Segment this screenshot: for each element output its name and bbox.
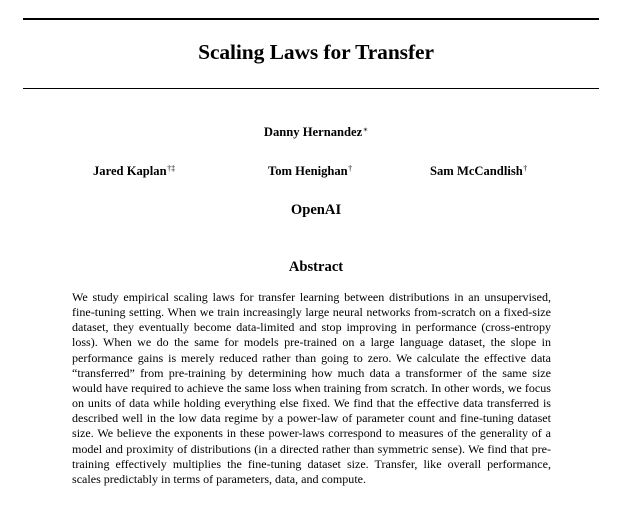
abstract-body: We study empirical scaling laws for transfer learning between distributions in an unsupervised, fine-tuning setting. When we train increasingly large neural networks from-scratch on a fixed-size dataset, they eventually become data-limited and stop improving in performance (cross-entropy loss). When we do the same for models pre-trained on a large language dataset, the slope in performance gains is merely reduced rather than going to zero. We calculate the effective data “transferred” from pre-training by determining how much data a transformer of the same size would have required to achieve the same loss when training from scratch. In other words, we focus on units of data while holding everything else fixed. We find that the effective data transferred is described well in the low data regime by a power-law of parameter count and fine-tuning dataset size. We believe the exponents in these power-laws correspond to measures of the generality of a model and proximity of distributions (in a directed rather than symmetric sense). We find that pre-training effectively multiplies the fine-tuning dataset size. Transfer, like overall performance, scales predictably in terms of parameters, data, and compute. [72, 290, 551, 486]
author-name: Tom Henighan [268, 164, 348, 178]
title-top-rule [23, 18, 599, 20]
paper-title: Scaling Laws for Transfer [198, 40, 434, 64]
author-tom-henighan [268, 164, 352, 179]
author-danny-hernandez [0, 125, 632, 140]
author-jared-kaplan [93, 164, 175, 179]
affiliation: OpenAI [290, 202, 342, 218]
author-name: Danny Hernandez [263, 125, 363, 139]
author-footnote-mark: ∗ [362, 125, 369, 134]
author-footnote-mark: †‡ [167, 164, 176, 173]
abstract-heading: Abstract [288, 259, 344, 275]
title-bottom-rule [23, 88, 599, 89]
author-name: Jared Kaplan [93, 164, 167, 178]
author-sam-mccandlish [430, 164, 527, 179]
author-name: Sam McCandlish [430, 164, 523, 178]
author-footnote-mark: † [348, 164, 353, 173]
author-footnote-mark: † [523, 164, 528, 173]
